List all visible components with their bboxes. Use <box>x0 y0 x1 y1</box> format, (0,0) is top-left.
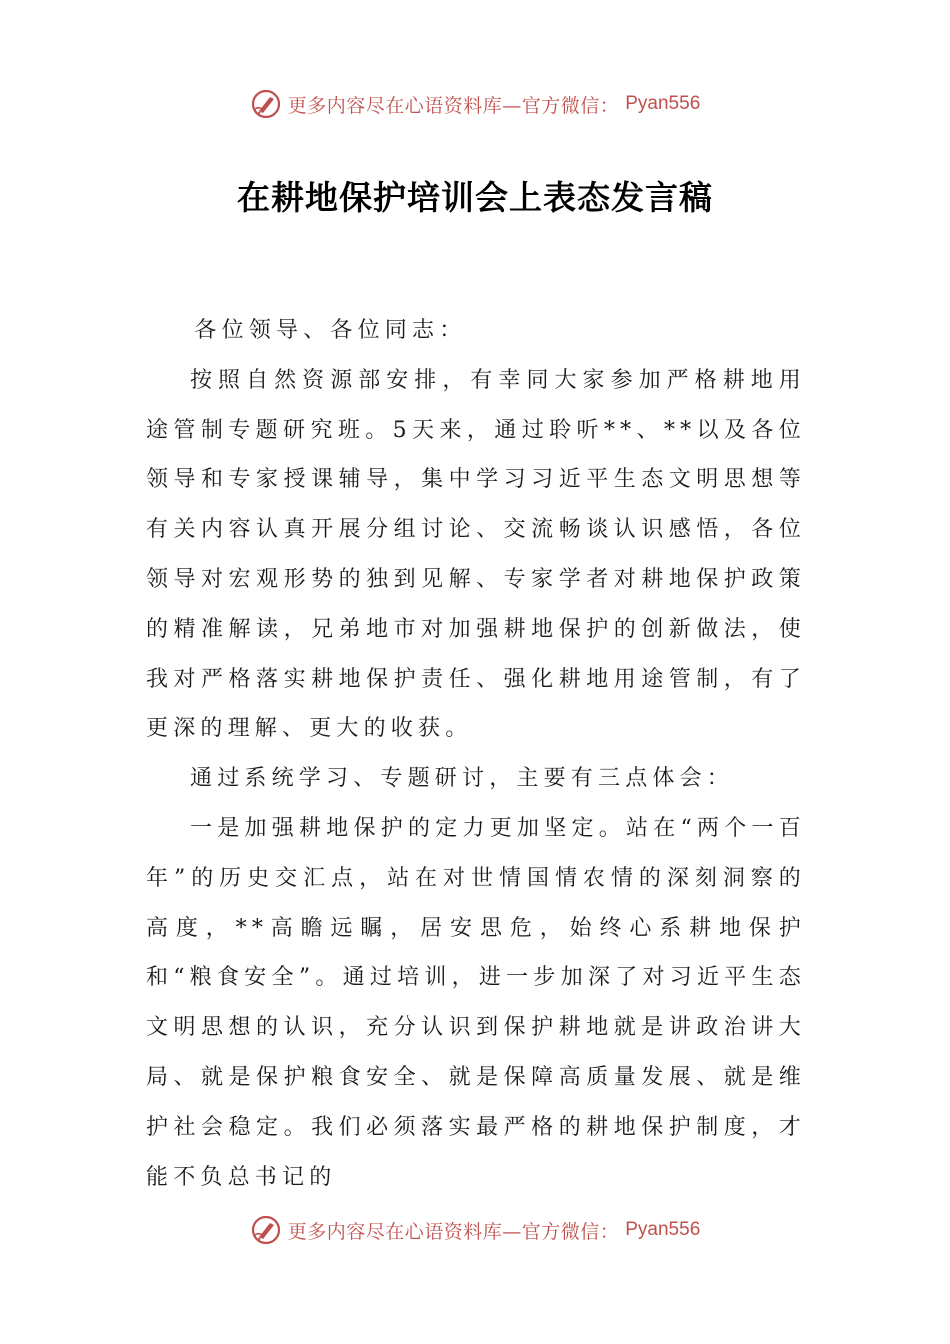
footer-banner-text: 更多内容尽在心语资料库—官方微信： <box>287 1220 620 1243</box>
footer-banner <box>0 1210 950 1250</box>
paragraph-point-one: 一是加强耕地保护的定力更加坚定。站在“两个一百年”的历史交汇点，站在对世情国情农情的深刻洞察的高度，**高瞻远瞩，居安思危，始终心系耕地保护和“粮食安全”。通过培训，进一步加深了对习近平生态文明思想的认识，充分认识到保护耕地就是讲政治讲大局、就是保护粮食安全、就是保障高质量发展、就是维护社会稳定。我们必须落实最严格的耕地保护制度，才能不负总书记的 <box>146 815 806 1190</box>
quill-pen-icon <box>250 88 282 120</box>
header-wechat-id: Pyan556 <box>625 93 701 114</box>
header-banner <box>0 84 950 124</box>
document-body <box>146 306 806 1202</box>
footer-wechat-id: Pyan556 <box>625 1219 701 1240</box>
header-banner-text: 更多内容尽在心语资料库—官方微信： <box>287 94 620 117</box>
quill-pen-icon <box>250 1214 282 1246</box>
paragraph-summary: 通过系统学习、专题研讨，主要有三点体会： <box>190 766 735 792</box>
document-title: 在耕地保护培训会上表态发言稿 <box>237 178 713 217</box>
salutation: 各位领导、各位同志： <box>194 318 467 343</box>
paragraph-intro: 按照自然资源部安排，有幸同大家参加严格耕地用途管制专题研究班。5天来，通过聆听**、**以及各位领导和专家授课辅导，集中学习习近平生态文明思想等有关内容认真开展分组讨论、交流畅谈认识感悟，各位领导对宏观形势的独到见解、专家学者对耕地保护政策的精准解读，兄弟地市对加强耕地保护的创新做法，使我对严格落实耕地保护责任、强化耕地用途管制，有了更深的理解、更大的收获。 <box>146 367 806 742</box>
